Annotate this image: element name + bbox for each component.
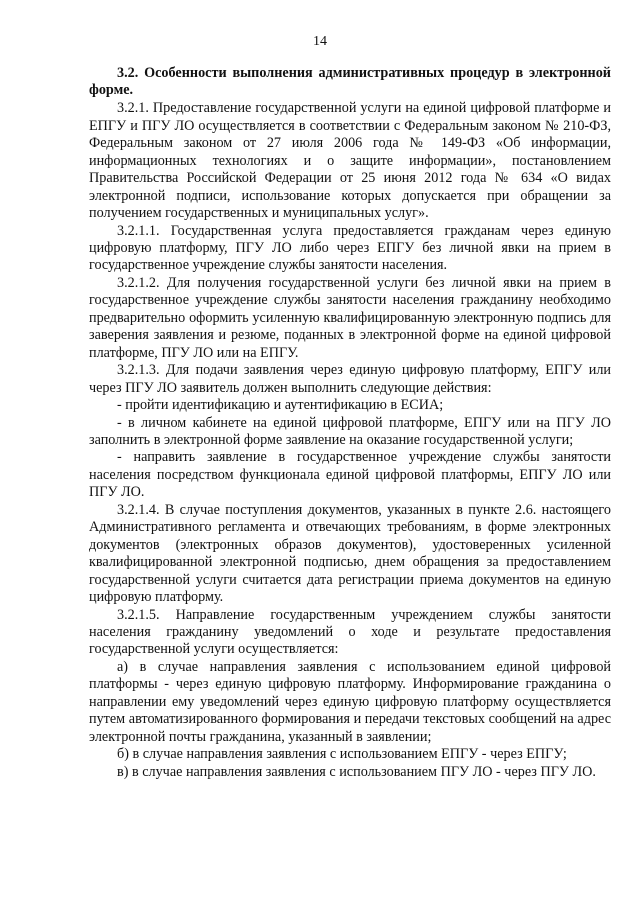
paragraph-3-2-1-5: 3.2.1.5. Направление государственным учреждением службы занятости населения гражданину уведомлений о ходе и результате предоставления государственной услуги осуществляется: (89, 606, 611, 658)
paragraph-3-2-1-3: 3.2.1.3. Для подачи заявления через единую цифровую платформу, ЕПГУ или через ПГУ ЛО заявитель должен выполнить следующие действия: (89, 362, 611, 396)
paragraph-3-2-1: 3.2.1. Предоставление государственной услуги на единой цифровой платформе и ЕПГУ и ПГУ ЛО осуществляется в соответствии с Федеральным законом № 210-ФЗ, Федеральным законом от 27 июля 2006 года № 149-ФЗ «Об информации, информационных технологиях и о защите информации», постановлением Правительства Российской Федерации от 25 июня 2012 года № 634 «О видах электронной подписи, использование которых допускается при обращении за получением государственных и муниципальных услуг». (89, 100, 611, 222)
section-heading: 3.2. Особенности выполнения административных процедур в электронной форме. (89, 65, 611, 99)
paragraph-3-2-1-2: 3.2.1.2. Для получения государственной услуги без личной явки на прием в государственное учреждение службы занятости населения гражданину необходимо предварительно оформить усиленную квалифицированную электронную подпись для заверения заявления и резюме, поданных в электронной форме на единой цифровой платформе, ПГУ ЛО или на ЕПГУ. (89, 274, 611, 361)
page-number: 14 (313, 34, 327, 49)
list-item-b: б) в случае направления заявления с использованием ЕПГУ - через ЕПГУ; (117, 746, 567, 763)
list-item-esia: - пройти идентификацию и аутентификацию в ЕСИА; (117, 397, 444, 414)
list-item-fill-form: - в личном кабинете на единой цифровой платформе, ЕПГУ или на ПГУ ЛО заполнить в электронной форме заявление на оказание государственной услуги; (89, 414, 611, 449)
list-item-a: а) в случае направления заявления с использованием единой цифровой платформы - через единую цифровую платформу. Информирование гражданина о направлении ему уведомлений через единую цифровую платформу осуществляется путем автоматизированного формирования и передачи текстовых сообщений на адрес электронной почты гражданина, указанный в заявлении; (89, 658, 611, 745)
list-item-c: в) в случае направления заявления с использованием ПГУ ЛО - через ПГУ ЛО. (117, 763, 596, 780)
paragraph-3-2-1-1: 3.2.1.1. Государственная услуга предоставляется гражданам через единую цифровую платформу, ПГУ ЛО либо через ЕПГУ без личной явки на прием в государственное учреждение службы занятости населения. (89, 222, 611, 274)
document-body (89, 65, 611, 781)
list-item-send-application: - направить заявление в государственное учреждение службы занятости населения посредством функционала единой цифровой платформы, ЕПГУ ЛО или ПГУ ЛО. (89, 449, 611, 501)
paragraph-3-2-1-4: 3.2.1.4. В случае поступления документов, указанных в пункте 2.6. настоящего Административного регламента и отвечающих требованиям, в форме электронных документов (электронных образов документов), удостоверенных усиленной квалифицированной электронной подписью, днем обращения за предоставлением государственной услуги считается дата регистрации приема документов на единую цифровую платформу. (89, 501, 611, 606)
